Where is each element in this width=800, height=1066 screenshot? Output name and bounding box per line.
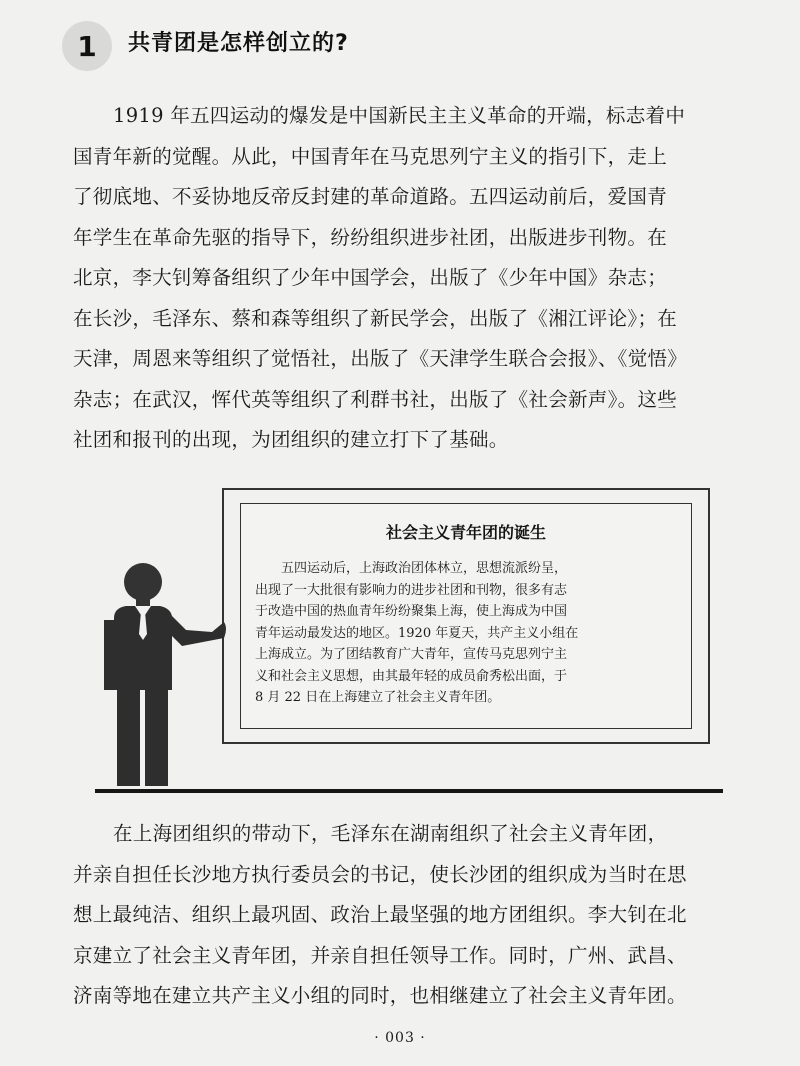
chapter-number: 1 — [77, 29, 97, 63]
intro-paragraph — [73, 96, 763, 461]
paragraph-line: 北京，李大钊筹备组织了少年中国学会，出版了《少年中国》杂志； — [73, 266, 668, 289]
paragraph-line: 国青年新的觉醒。从此，中国青年在马克思列宁主义的指引下，走上 — [73, 144, 668, 168]
closing-paragraph — [73, 814, 763, 1017]
paragraph-line: 天津，周恩来等组织了觉悟社，出版了《天津学生联合会报》、《觉悟》 — [73, 347, 688, 370]
chapter-number-badge — [62, 21, 112, 71]
sidebar-line: 上海成立。为了团结教育广大青年，宣传马克思列宁主 — [255, 647, 568, 662]
paragraph-line: 在上海团组织的带动下，毛泽东在湖南组织了社会主义青年团， — [113, 822, 668, 845]
sidebar-line: 青年运动最发达的地区。1920 年夏天，共产主义小组在 — [255, 625, 579, 641]
paragraph-line: 在长沙，毛泽东、蔡和森等组织了新民学会，出版了《湘江评论》；在 — [73, 306, 678, 330]
sidebar-line: 五四运动后，上海政治团体林立，思想流派纷呈， — [281, 561, 568, 576]
paragraph-line: 了彻底地、不妥协地反帝反封建的革命道路。五四运动前后，爱国青 — [73, 185, 668, 208]
paragraph-line: 1919 年五四运动的爆发是中国新民主主义革命的开端，标志着中 — [113, 104, 686, 127]
sidebar-box-body — [255, 558, 685, 709]
sidebar-line: 出现了一大批很有影响力的进步社团和刊物，很多有志 — [255, 582, 568, 598]
sidebar-box-title: 社会主义青年团的诞生 — [385, 523, 546, 542]
section-divider — [95, 789, 723, 793]
paragraph-line: 杂志；在武汉，恽代英等组织了利群书社，出版了《社会新声》。这些 — [73, 387, 678, 411]
paragraph-line: 济南等地在建立共产主义小组的同时，也相继建立了社会主义青年团。 — [73, 984, 687, 1007]
chapter-title: 共青团是怎样创立的? — [128, 31, 349, 56]
paragraph-line: 京建立了社会主义青年团，并亲自担任领导工作。同时，广州、武昌、 — [73, 943, 687, 967]
paragraph-line: 并亲自担任长沙地方执行委员会的书记，使长沙团的组织成为当时在思 — [73, 862, 687, 886]
paragraph-line: 年学生在革命先驱的指导下，纷纷组织进步社团，出版进步刊物。在 — [73, 225, 668, 249]
sidebar-line: 于改造中国的热血青年纷纷聚集上海，使上海成为中国 — [255, 604, 568, 619]
paragraph-line: 社团和报刊的出现，为团组织的建立打下了基础。 — [73, 428, 509, 451]
presenter-figure-icon — [100, 560, 240, 790]
page-number: · 003 · — [374, 1030, 426, 1046]
paragraph-line: 想上最纯洁、组织上最巩固、政治上最坚强的地方团组织。李大钊在北 — [73, 903, 687, 926]
sidebar-line: 义和社会主义思想，由其最年轻的成员俞秀松出面，于 — [255, 668, 568, 684]
sidebar-line: 8 月 22 日在上海建立了社会主义青年团。 — [255, 690, 501, 705]
